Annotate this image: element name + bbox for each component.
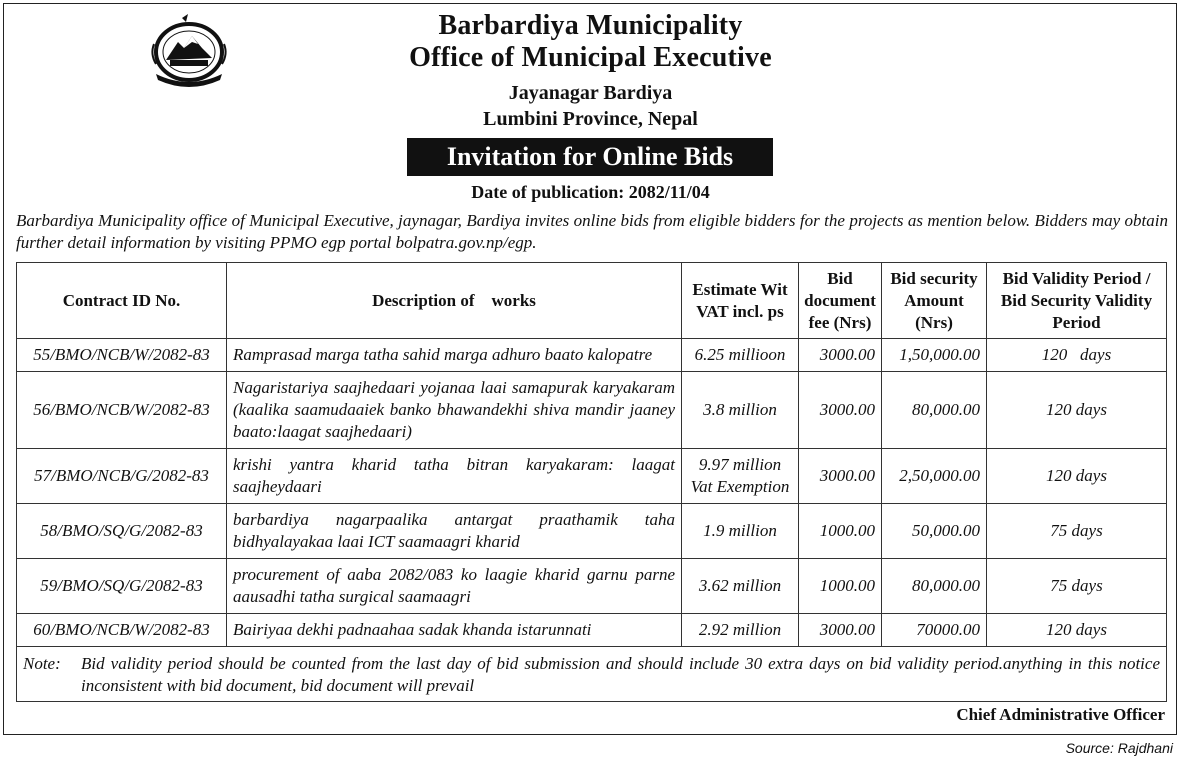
note-content — [23, 653, 1160, 697]
cell-validity: 120 days — [987, 614, 1167, 647]
cell-bid-security: 2,50,000.00 — [882, 449, 987, 504]
address-line-2: Lumbini Province, Nepal — [483, 108, 698, 130]
cell-bid-fee: 3000.00 — [799, 372, 882, 449]
cell-bid-security: 80,000.00 — [882, 372, 987, 449]
cell-bid-fee: 3000.00 — [799, 614, 882, 647]
header-validity: Bid Validity Period / Bid Security Validity Period — [987, 263, 1167, 339]
cell-contract-id: 58/BMO/SQ/G/2082-83 — [17, 504, 227, 559]
cell-contract-id: 59/BMO/SQ/G/2082-83 — [17, 559, 227, 614]
cell-validity: 120 days — [987, 339, 1167, 372]
cell-estimate: 1.9 million — [682, 504, 799, 559]
cell-estimate: 3.8 million — [682, 372, 799, 449]
cell-description: Nagaristariya saajhedaari yojanaa laai samapurak karyakaram (kaalika saamudaaiek banko bhawandekhi shiva mandir jaaney baato:laagat saajhedaari) — [227, 372, 682, 449]
header-bid-security: Bid security Amount (Nrs) — [882, 263, 987, 339]
table-row — [17, 339, 1167, 372]
address-line-1: Jayanagar Bardiya — [508, 82, 673, 104]
note-row — [17, 647, 1167, 702]
invitation-banner: Invitation for Online Bids — [407, 138, 773, 176]
cell-bid-security: 70000.00 — [882, 614, 987, 647]
cell-description: procurement of aaba 2082/083 ko laagie kharid garnu parne aausadhi tatha surgical saamaagri — [227, 559, 682, 614]
intro-paragraph: Barbardiya Municipality office of Municipal Executive, jaynagar, Bardiya invites online bids from eligible bidders for the projects as mention below. Bidders may obtain further detail information by visiting PPMO egp portal bolpatra.gov.np/egp. — [16, 211, 1168, 252]
publication-date: Date of publication: 2082/11/04 — [471, 182, 710, 202]
table-row — [17, 449, 1167, 504]
header-contract-id: Contract ID No. — [17, 263, 227, 339]
cell-validity: 120 days — [987, 372, 1167, 449]
cell-bid-fee: 3000.00 — [799, 449, 882, 504]
cell-bid-security: 50,000.00 — [882, 504, 987, 559]
cell-estimate: 6.25 millioon — [682, 339, 799, 372]
note-text: Bid validity period should be counted from the last day of bid submission and should include 30 extra days on bid validity period.anything in this notice inconsistent with bid document, bid document will prevail — [81, 654, 1160, 695]
note-cell — [17, 647, 1167, 702]
table-header-row — [17, 263, 1167, 339]
cell-bid-fee: 1000.00 — [799, 504, 882, 559]
cell-estimate: 3.62 million — [682, 559, 799, 614]
table-row — [17, 372, 1167, 449]
municipality-name: Barbardiya Municipality — [438, 10, 743, 41]
cell-description: barbardiya nagarpaalika antargat praathamik taha bidhyalayakaa laai ICT saamaagri kharid — [227, 504, 682, 559]
cell-validity: 75 days — [987, 559, 1167, 614]
header-bid-fee: Bid document fee (Nrs) — [799, 263, 882, 339]
bids-table — [16, 262, 1167, 702]
cell-description: krishi yantra kharid tatha bitran karyakaram: laagat saajheydaari — [227, 449, 682, 504]
source-credit: Source: Rajdhani — [1065, 740, 1173, 756]
cell-contract-id: 57/BMO/NCB/G/2082-83 — [17, 449, 227, 504]
cell-bid-security: 80,000.00 — [882, 559, 987, 614]
cell-validity: 120 days — [987, 449, 1167, 504]
note-label: Note: — [23, 654, 61, 673]
table-row — [17, 504, 1167, 559]
table-row — [17, 614, 1167, 647]
header-description: Description of works — [227, 263, 682, 339]
signature-title: Chief Administrative Officer — [956, 705, 1165, 724]
cell-bid-fee: 3000.00 — [799, 339, 882, 372]
cell-bid-security: 1,50,000.00 — [882, 339, 987, 372]
table-row — [17, 559, 1167, 614]
cell-contract-id: 56/BMO/NCB/W/2082-83 — [17, 372, 227, 449]
cell-contract-id: 55/BMO/NCB/W/2082-83 — [17, 339, 227, 372]
cell-description: Bairiyaa dekhi padnaahaa sadak khanda istarunnati — [227, 614, 682, 647]
office-name: Office of Municipal Executive — [409, 42, 772, 73]
cell-description: Ramprasad marga tatha sahid marga adhuro baato kalopatre — [227, 339, 682, 372]
notice-header — [0, 10, 1181, 132]
cell-contract-id: 60/BMO/NCB/W/2082-83 — [17, 614, 227, 647]
cell-bid-fee: 1000.00 — [799, 559, 882, 614]
cell-validity: 75 days — [987, 504, 1167, 559]
header-estimate: Estimate Wit VAT incl. ps — [682, 263, 799, 339]
bids-table-wrapper — [16, 262, 1166, 702]
cell-estimate: 2.92 million — [682, 614, 799, 647]
cell-estimate: 9.97 million Vat Exemption — [682, 449, 799, 504]
